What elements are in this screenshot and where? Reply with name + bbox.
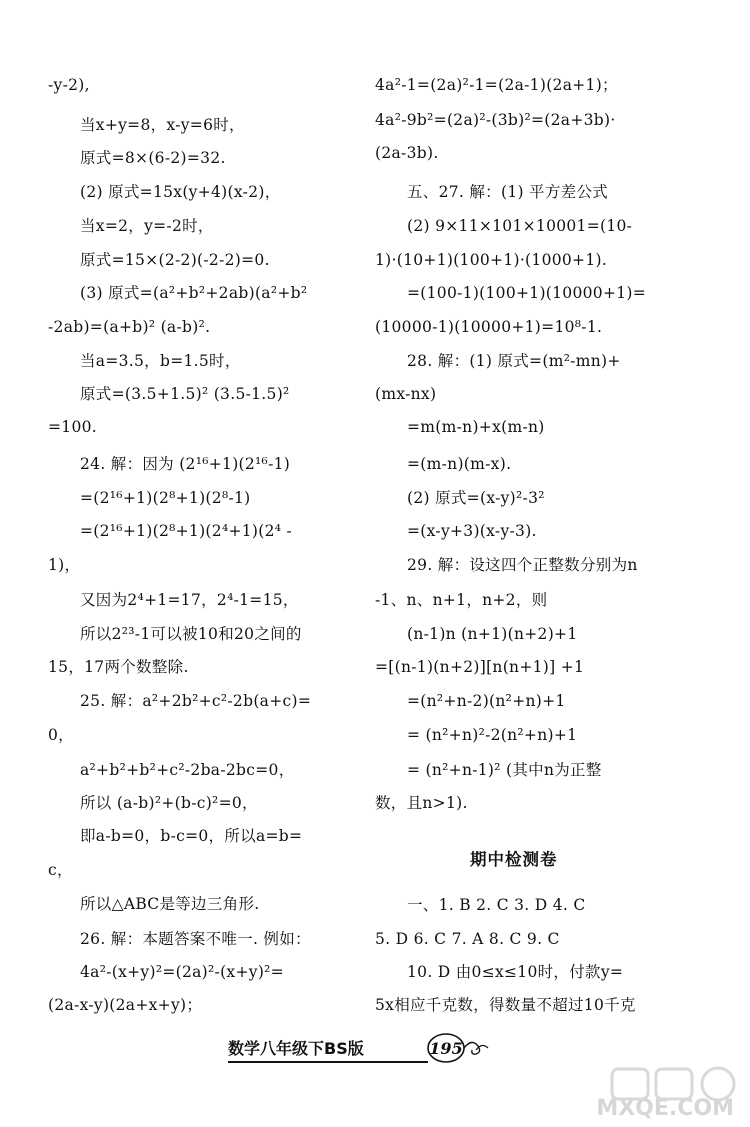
text-line: 10. D 由0≤x≤10时，付款y= xyxy=(407,963,624,981)
text-line: 25. 解：a²+2b²+c²-2b(a+c)= xyxy=(80,692,312,710)
text-line: 4a²-1=(2a)²-1=(2a-1)(2a+1)； xyxy=(375,76,618,94)
text-line: =100. xyxy=(48,418,97,436)
text-line: (2a-3b). xyxy=(375,144,439,162)
text-line: 24. 解：因为 (2¹⁶+1)(2¹⁶-1) xyxy=(80,455,291,473)
page-number: 195 xyxy=(429,1039,463,1058)
text-line: 所以△ABC是等边三角形. xyxy=(80,895,260,913)
watermark xyxy=(596,1065,740,1125)
text-line: =(100-1)(100+1)(10000+1)= xyxy=(407,284,647,302)
text-line: =[(n-1)(n+2)][n(n+1)] +1 xyxy=(375,658,585,676)
text-line: =(x-y+3)(x-y-3). xyxy=(407,522,537,540)
section-heading: 期中检测卷 xyxy=(470,850,558,869)
text-line: -2ab)=(a+b)² (a-b)². xyxy=(48,318,211,336)
text-line: 0， xyxy=(48,726,74,744)
text-line: 当x=2，y=-2时， xyxy=(80,217,214,235)
text-line: -y-2), xyxy=(48,76,90,94)
text-line: 4a²-9b²=(2a)²-(3b)²=(2a+3b)· xyxy=(375,111,616,129)
text-line: 5. D 6. C 7. A 8. C 9. C xyxy=(375,930,560,948)
text-line: =(2¹⁶+1)(2⁸+1)(2⁸-1) xyxy=(80,489,251,507)
text-line: 当a=3.5，b=1.5时， xyxy=(80,352,241,370)
text-line: 4a²-(x+y)²=(2a)²-(x+y)²= xyxy=(80,963,284,981)
text-line: 26. 解：本题答案不唯一. 例如： xyxy=(80,930,311,948)
text-line: (mx-nx) xyxy=(375,385,437,403)
text-line: (3) 原式=(a²+b²+2ab)(a²+b² xyxy=(80,284,308,302)
text-line: (n-1)n (n+1)(n+2)+1 xyxy=(407,625,578,643)
page-footer xyxy=(228,1028,488,1068)
text-line: 原式=(3.5+1.5)² (3.5-1.5)² xyxy=(80,385,290,403)
text-line: =m(m-n)+x(m-n) xyxy=(407,418,545,436)
page-number-badge xyxy=(424,1030,494,1066)
text-line: 5x相应千克数，得数量不超过10千克 xyxy=(375,996,636,1014)
text-line: =(n²+n-2)(n²+n)+1 xyxy=(407,692,566,710)
text-line: 29. 解：设这四个正整数分别为n xyxy=(407,556,638,574)
text-line: 15，17两个数整除. xyxy=(48,658,189,676)
text-line: (2) 9×11×101×10001=(10- xyxy=(407,217,633,235)
text-line: -1、n、n+1，n+2，则 xyxy=(375,591,548,609)
watermark-text: MXQE.COM xyxy=(596,1096,734,1121)
text-line: (2a-x-y)(2a+x+y)； xyxy=(48,996,203,1014)
text-line: 28. 解：(1) 原式=(m²-mn)+ xyxy=(407,352,621,370)
text-line: 五、27. 解：(1) 平方差公式 xyxy=(407,183,609,201)
text-line: 即a-b=0，b-c=0，所以a=b= xyxy=(80,827,303,845)
text-line: 所以2²³-1可以被10和20之间的 xyxy=(80,625,302,643)
text-line: a²+b²+b²+c²-2ba-2bc=0， xyxy=(80,761,295,779)
footer-rule xyxy=(228,1061,428,1063)
text-line: (10000-1)(10000+1)=10⁸-1. xyxy=(375,318,603,336)
text-line: (2) 原式=(x-y)²-3² xyxy=(407,489,545,507)
text-line: (2) 原式=15x(y+4)(x-2)， xyxy=(80,183,281,201)
text-line: =(2¹⁶+1)(2⁸+1)(2⁴+1)(2⁴ - xyxy=(80,522,293,540)
text-line: =(m-n)(m-x). xyxy=(407,455,512,473)
text-line: 1)， xyxy=(48,556,81,574)
text-line: 所以 (a-b)²+(b-c)²=0， xyxy=(80,794,258,812)
text-line: 1)·(10+1)(100+1)·(1000+1). xyxy=(375,251,608,269)
text-line: c， xyxy=(48,861,73,879)
text-line: 数，且n>1). xyxy=(375,794,468,812)
text-line: 当x+y=8，x-y=6时， xyxy=(80,116,245,134)
book-title: 数学八年级下BS版 xyxy=(228,1039,364,1058)
text-line: 原式=15×(2-2)(-2-2)=0. xyxy=(80,251,270,269)
text-line: = (n²+n-1)² (其中n为正整 xyxy=(407,761,602,779)
page-number-ornament-icon xyxy=(424,1030,494,1066)
text-line: 一、1. B 2. C 3. D 4. C xyxy=(407,896,586,914)
text-line: = (n²+n)²-2(n²+n)+1 xyxy=(407,726,578,744)
text-line: 原式=8×(6-2)=32. xyxy=(80,149,226,167)
text-line: 又因为2⁴+1=17，2⁴-1=15， xyxy=(80,591,299,609)
